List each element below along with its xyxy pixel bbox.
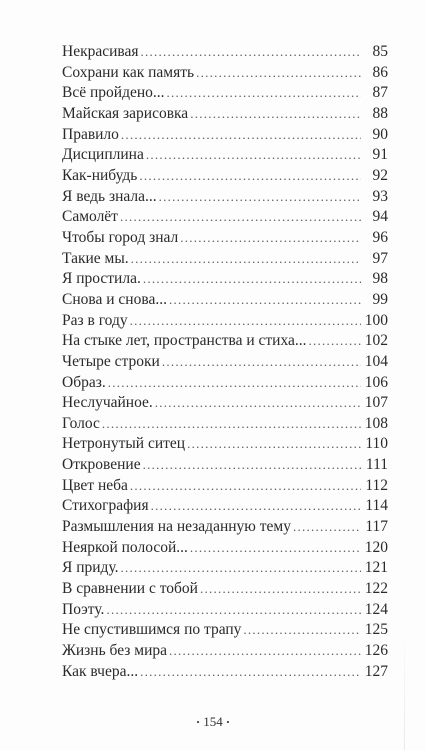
toc-dot-leader	[196, 63, 361, 84]
toc-entry-title: Самолёт	[62, 208, 118, 226]
toc-dot-leader	[167, 83, 362, 104]
toc-entry	[62, 104, 388, 125]
page-number	[0, 714, 426, 730]
toc-entry-page-number: 111	[365, 456, 388, 474]
toc-entry-page-number: 110	[365, 435, 388, 453]
toc-entry	[62, 331, 388, 352]
toc-entry-page-number: 90	[372, 125, 388, 143]
toc-entry	[62, 620, 388, 641]
toc-dot-leader	[121, 125, 361, 146]
page-number-bullet-left: ·	[195, 714, 201, 729]
toc-dot-leader	[130, 311, 361, 332]
toc-entry	[62, 641, 388, 662]
toc-entry	[62, 352, 388, 373]
toc-entry	[62, 42, 388, 63]
toc-dot-leader	[120, 207, 361, 228]
toc-entry-page-number: 100	[364, 311, 388, 329]
toc-entry	[62, 476, 388, 497]
toc-entry-page-number: 107	[364, 394, 388, 412]
toc-dot-leader	[143, 455, 361, 476]
toc-entry-page-number: 87	[372, 84, 388, 102]
toc-dot-leader	[151, 496, 361, 517]
toc-entry-page-number: 112	[365, 476, 388, 494]
toc-entry-title: Раз в году	[62, 311, 128, 329]
toc-entry-page-number: 93	[372, 187, 388, 205]
toc-entry	[62, 600, 388, 621]
toc-entry-page-number: 97	[372, 249, 388, 267]
toc-dot-leader	[200, 579, 361, 600]
toc-entry-title: Я приду.	[62, 559, 119, 577]
page-number-value: 154	[203, 714, 223, 729]
toc-entry-title: Я простила.	[62, 270, 141, 288]
toc-entry	[62, 166, 388, 187]
toc-dot-leader	[146, 145, 361, 166]
toc-entry	[62, 662, 388, 683]
toc-entry-title: Такие мы.	[62, 249, 129, 267]
toc-dot-leader	[169, 641, 361, 662]
toc-entry	[62, 517, 388, 538]
toc-dot-leader	[143, 269, 361, 290]
toc-dot-leader	[162, 352, 361, 373]
toc-entry-title: Не спустившимся по трапу	[62, 621, 242, 639]
toc-entry	[62, 393, 388, 414]
toc-entry	[62, 207, 388, 228]
toc-entry-title: Сохрани как память	[62, 63, 195, 81]
toc-dot-leader	[108, 373, 361, 394]
toc-dot-leader	[106, 600, 361, 621]
toc-entry-title: Неслучайное.	[62, 394, 153, 412]
toc-dot-leader	[180, 228, 361, 249]
toc-entry	[62, 434, 388, 455]
toc-entry-title: Правило	[62, 125, 119, 143]
toc-entry	[62, 63, 388, 84]
toc-entry-page-number: 94	[372, 208, 388, 226]
toc-entry-title: Я ведь знала...	[62, 187, 157, 205]
toc-entry-title: Образ.	[62, 373, 106, 391]
toc-entry	[62, 373, 388, 394]
toc-entry-title: Как вчера...	[62, 662, 139, 680]
toc-dot-leader	[309, 331, 361, 352]
toc-entry-title: Жизнь без мира	[62, 642, 168, 660]
toc-dot-leader	[131, 249, 361, 270]
toc-entry-page-number: 125	[364, 621, 388, 639]
page-number-bullet-right: ·	[225, 714, 231, 729]
toc-entry	[62, 145, 388, 166]
toc-entry-page-number: 85	[372, 43, 388, 60]
toc-entry-page-number: 86	[372, 63, 388, 81]
toc-entry	[62, 455, 388, 476]
toc-entry	[62, 579, 388, 600]
toc-entry-title: Неяркой полосой...	[62, 538, 188, 556]
toc-entry-title: Стихография	[62, 497, 149, 515]
toc-dot-leader	[190, 538, 361, 559]
toc-entry-title: Некрасивая	[62, 43, 139, 60]
toc-entry-title: Как-нибудь	[62, 166, 138, 184]
toc-entry	[62, 414, 388, 435]
toc-entry	[62, 125, 388, 146]
table-of-contents	[62, 42, 388, 682]
toc-entry	[62, 538, 388, 559]
page-edge-shadow	[404, 626, 405, 750]
toc-entry-page-number: 96	[372, 228, 388, 246]
toc-entry-page-number: 88	[372, 104, 388, 122]
toc-dot-leader	[140, 662, 361, 683]
toc-entry	[62, 249, 388, 270]
toc-dot-leader	[187, 434, 361, 455]
toc-entry-title: Голос	[62, 414, 100, 432]
toc-entry-page-number: 114	[365, 497, 388, 515]
toc-entry-page-number: 120	[364, 538, 388, 556]
toc-entry-page-number: 98	[372, 270, 388, 288]
toc-dot-leader	[190, 104, 361, 125]
toc-entry	[62, 311, 388, 332]
toc-dot-leader	[102, 414, 361, 435]
toc-entry-title: Четыре строки	[62, 352, 160, 370]
toc-entry	[62, 187, 388, 208]
toc-entry-title: Майская зарисовка	[62, 104, 189, 122]
toc-entry-page-number: 122	[364, 580, 388, 598]
toc-entry-page-number: 121	[364, 559, 388, 577]
toc-dot-leader	[159, 187, 361, 208]
toc-entry-title: Откровение	[62, 456, 141, 474]
toc-entry-page-number: 126	[364, 642, 388, 660]
toc-dot-leader	[293, 517, 361, 538]
toc-dot-leader	[121, 558, 361, 579]
toc-entry-title: Поэту.	[62, 600, 105, 618]
toc-dot-leader	[141, 42, 361, 63]
toc-dot-leader	[155, 393, 361, 414]
toc-entry	[62, 558, 388, 579]
toc-entry	[62, 269, 388, 290]
toc-entry-title: Дисциплина	[62, 146, 144, 164]
toc-entry-title: На стыке лет, пространства и стиха...	[62, 332, 307, 350]
toc-entry-page-number: 104	[364, 352, 388, 370]
toc-entry-title: Всё пройдено...	[62, 84, 165, 102]
toc-entry-page-number: 102	[364, 332, 388, 350]
toc-entry-page-number: 124	[364, 600, 388, 618]
toc-dot-leader	[169, 290, 361, 311]
toc-entry-page-number: 127	[364, 662, 388, 680]
toc-entry	[62, 228, 388, 249]
toc-entry-page-number: 91	[372, 146, 388, 164]
toc-entry-page-number: 108	[364, 414, 388, 432]
toc-entry-page-number: 92	[372, 166, 388, 184]
toc-entry	[62, 290, 388, 311]
toc-entry-page-number: 99	[372, 290, 388, 308]
toc-entry-title: Размышления на незаданную тему	[62, 518, 291, 536]
toc-entry	[62, 496, 388, 517]
toc-entry-title: Чтобы город знал	[62, 228, 179, 246]
toc-entry-title: Нетронутый ситец	[62, 435, 186, 453]
toc-dot-leader	[243, 620, 361, 641]
toc-entry	[62, 83, 388, 104]
toc-entry-page-number: 117	[365, 518, 388, 536]
toc-entry-title: Цвет неба	[62, 476, 128, 494]
toc-dot-leader	[130, 476, 361, 497]
toc-entry-title: Снова и снова...	[62, 290, 167, 308]
toc-entry-page-number: 106	[364, 373, 388, 391]
toc-entry-title: В сравнении с тобой	[62, 580, 198, 598]
toc-dot-leader	[139, 166, 361, 187]
